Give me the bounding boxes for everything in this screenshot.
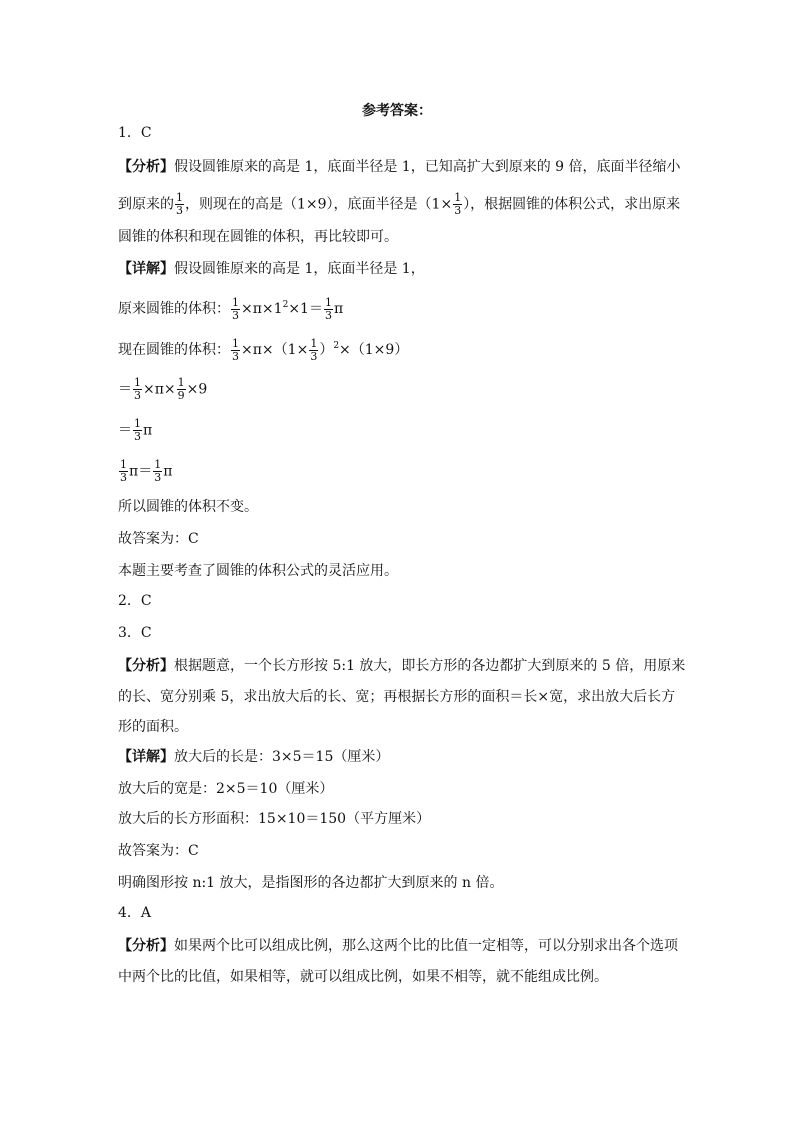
- q3-analysis-line-1: 【分析】根据题意，一个长方形按 5:1 放大，即长方形的各边都扩大到原来的 5 倍，用原来: [118, 658, 686, 674]
- detail-tag: 【详解】: [118, 261, 174, 277]
- q1-analysis-line-2: 到原来的 $\frac{1}{3}$ ，则现在的高是（1×9），底面半径是（1× $\frac{1}{3}$ ），根据圆锥的体积公式，求出原来: [118, 191, 681, 217]
- q1-current-volume: 现在圆锥的体积： $\frac{1}{3}$ ×π×（1× $\frac{1}{3}$ ）$^2$×（1×9）: [118, 336, 409, 363]
- q4-analysis-line-2: 中两个比的比值，如果相等，就可以组成比例，如果不相等，就不能组成比例。: [118, 969, 608, 985]
- q1-original-volume: 原来圆锥的体积： $\frac{1}{3}$ $\times\pi\times 1^2\times 1=$ $\frac{1}{3}$ π: [118, 295, 344, 322]
- q1-step-2: ＝ $\frac{1}{3}$ π: [118, 417, 153, 443]
- page-title: 参考答案：: [362, 103, 432, 119]
- q3-detail-line-3: 放大后的长方形面积：15×10＝150（平方厘米）: [118, 811, 431, 827]
- q1-analysis-line-3: 圆锥的体积和现在圆锥的体积，再比较即可。: [118, 229, 398, 245]
- q3-detail-line-1: 【详解】放大后的长是：3×5＝15（厘米）: [118, 749, 390, 765]
- q1-detail-line-1: 【详解】假设圆锥原来的高是 1，底面半径是 1，: [118, 261, 425, 277]
- q1-step-1: ＝ $\frac{1}{3}$ ×π× $\frac{1}{9}$ ×9: [118, 376, 208, 402]
- detail-tag: 【详解】: [118, 749, 174, 765]
- fraction-one-third: $\frac{1}{3}$: [154, 458, 162, 484]
- fraction-one-third: $\frac{1}{3}$: [120, 458, 127, 484]
- analysis-tag: 【分析】: [118, 159, 174, 175]
- fraction-one-third: $\frac{1}{3}$: [232, 336, 239, 363]
- q1-summary: 本题主要考查了圆锥的体积公式的灵活应用。: [118, 563, 398, 579]
- q3-analysis-line-3: 形的面积。: [118, 719, 188, 735]
- q4-number: 4．A: [118, 905, 152, 921]
- analysis-tag: 【分析】: [118, 938, 174, 954]
- q1-conclusion: 所以圆锥的体积不变。: [118, 499, 258, 515]
- q3-detail-line-2: 放大后的宽是：2×5＝10（厘米）: [118, 781, 334, 797]
- analysis-tag: 【分析】: [118, 658, 174, 674]
- fraction-one-third: $\frac{1}{3}$: [232, 295, 239, 322]
- fraction-one-ninth: $\frac{1}{9}$: [177, 376, 185, 402]
- fraction-one-third: $\frac{1}{3}$: [454, 191, 462, 217]
- q1-answer: 故答案为：C: [118, 531, 199, 547]
- fraction-one-third: $\frac{1}{3}$: [134, 376, 141, 402]
- q1-comparison: $\frac{1}{3}$ π＝ $\frac{1}{3}$ π: [120, 458, 173, 484]
- fraction-one-third: $\frac{1}{3}$: [176, 191, 183, 217]
- q3-answer: 故答案为：C: [118, 843, 199, 859]
- q2-number: 2．C: [118, 593, 152, 609]
- q1-number: 1．C: [118, 125, 152, 141]
- fraction-one-third: $\frac{1}{3}$: [310, 336, 318, 363]
- q1-analysis-line-1: 【分析】假设圆锥原来的高是 1，底面半径是 1，已知高扩大到原来的 9 倍，底面半径缩小: [118, 159, 681, 175]
- q3-analysis-line-2: 的长、宽分别乘 5，求出放大后的长、宽；再根据长方形的面积＝长×宽，求出放大后长方: [118, 689, 676, 705]
- q3-number: 3．C: [118, 625, 152, 641]
- fraction-one-third: $\frac{1}{3}$: [134, 417, 141, 443]
- q3-summary: 明确图形按 n:1 放大，是指图形的各边都扩大到原来的 n 倍。: [118, 875, 504, 891]
- fraction-one-third: $\frac{1}{3}$: [324, 295, 332, 322]
- q4-analysis-line-1: 【分析】如果两个比可以组成比例，那么这两个比的比值一定相等，可以分别求出各个选项: [118, 938, 678, 954]
